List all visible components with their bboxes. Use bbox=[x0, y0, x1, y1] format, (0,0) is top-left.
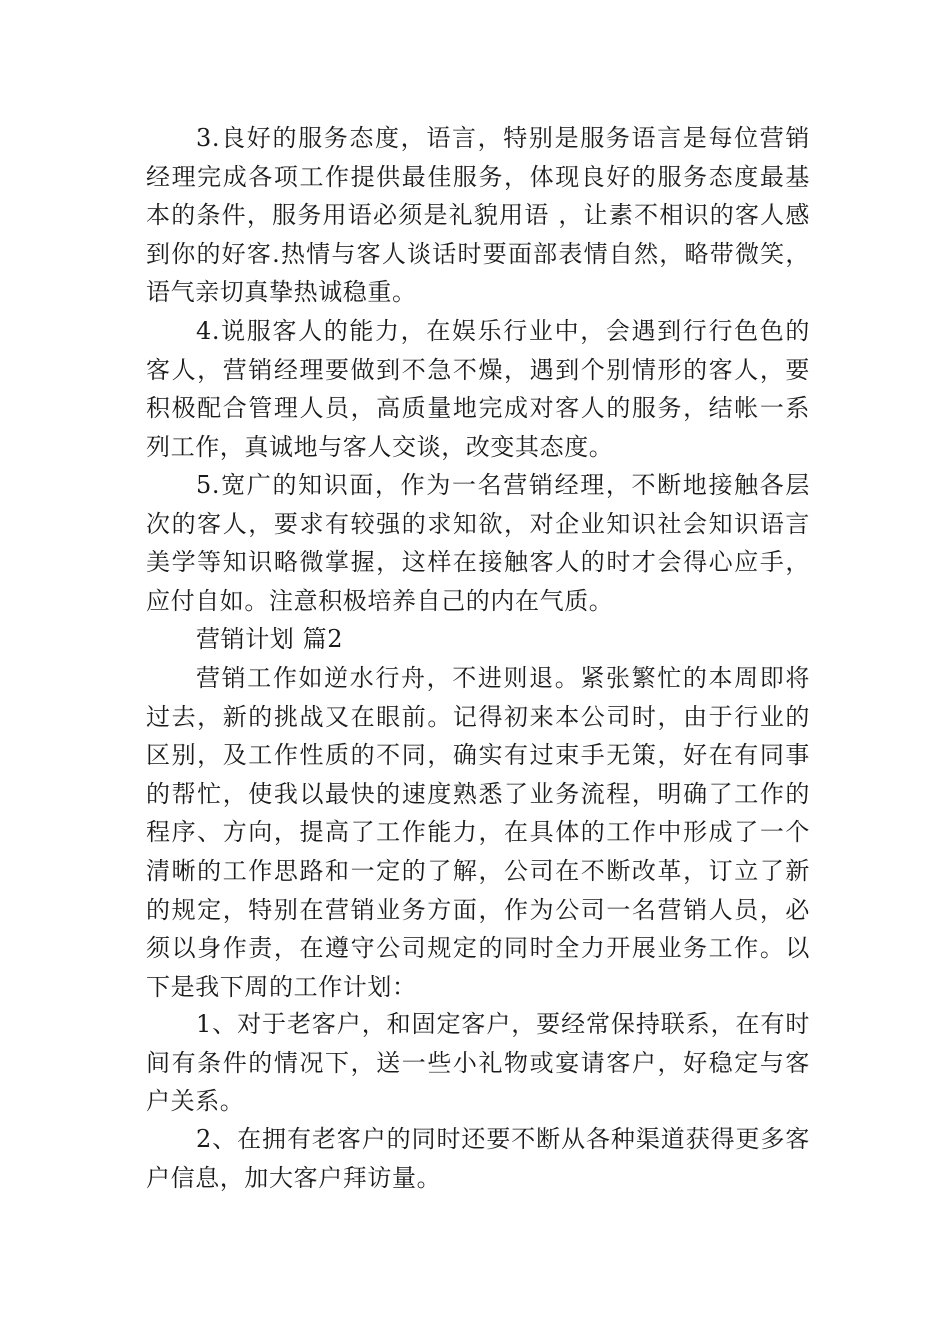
paragraph-service-attitude: 3.良好的服务态度，语言，特别是服务语言是每位营销经理完成各项工作提供最佳服务，体现良好的服务态度最基本的条件，服务用语必须是礼貌用语 ，让素不相识的客人感到你的好客.热情与客人谈话时要面部表情自然，略带微笑，语气亲切真挚热诚稳重。 bbox=[146, 124, 810, 307]
paragraph-persuasion-ability: 4.说服客人的能力，在娱乐行业中，会遇到行行色色的客人，营销经理要做到不急不燥，遇到个别情形的客人，要积极配合管理人员，高质量地完成对客人的服务，结帐一系列工作，真诚地与客人交谈，改变其态度。 bbox=[146, 317, 810, 461]
paragraph-item-2: 2、在拥有老客户的同时还要不断从各种渠道获得更多客户信息，加大客户拜访量。 bbox=[146, 1125, 810, 1192]
paragraph-intro: 营销工作如逆水行舟，不进则退。紧张繁忙的本周即将过去，新的挑战又在眼前。记得初来本公司时，由于行业的区别，及工作性质的不同，确实有过束手无策，好在有同事的帮忙，使我以最快的速度熟悉了业务流程，明确了工作的程序、方向，提高了工作能力，在具体的工作中形成了一个清晰的工作思路和一定的了解，公司在不断改革，订立了新的规定，特别在营销业务方面，作为公司一名营销人员，必须以身作责，在遵守公司规定的同时全力开展业务工作。以下是我下周的工作计划： bbox=[146, 664, 810, 1001]
paragraph-item-1: 1、对于老客户，和固定客户，要经常保持联系，在有时间有条件的情况下，送一些小礼物或宴请客户，好稳定与客户关系。 bbox=[146, 1010, 810, 1116]
section-heading: 营销计划 篇2 bbox=[196, 625, 344, 653]
paragraph-knowledge: 5.宽广的知识面，作为一名营销经理，不断地接触各层次的客人，要求有较强的求知欲，对企业知识社会知识语言美学等知识略微掌握，这样在接触客人的时才会得心应手，应付自如。注意积极培养自己的内在气质。 bbox=[146, 471, 810, 615]
